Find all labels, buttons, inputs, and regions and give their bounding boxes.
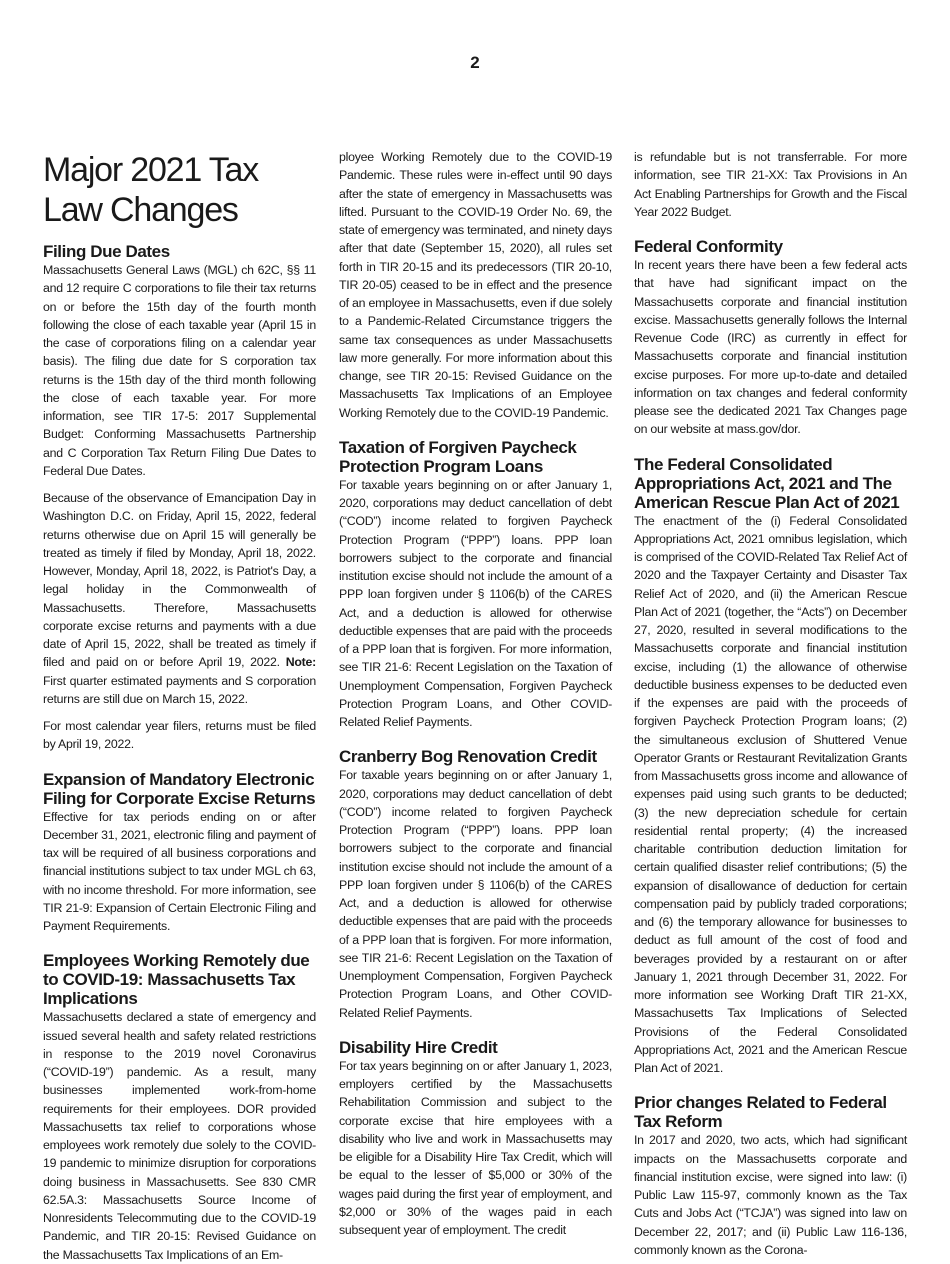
- section-heading: The Federal Consolidated Appropriations Act, 2021 and The American Rescue Plan Act of 2021: [634, 454, 900, 512]
- section-heading: Employees Working Remotely due to COVID-19: Massachusetts Tax Implications: [43, 951, 310, 1009]
- section-heading: Prior changes Related to Federal Tax Reform: [634, 1093, 887, 1132]
- section-ppp-loans: [339, 438, 612, 732]
- section-federal-tax-reform: [634, 1093, 907, 1259]
- section-heading: Taxation of Forgiven Paycheck Protection Program Loans: [339, 437, 577, 476]
- page-number: 2: [470, 53, 480, 72]
- section-federal-conformity: [634, 237, 907, 439]
- paragraph: In recent years there have been a few federal acts that have had significant impact on the Massachusetts corporate and financial institution excise. Massachusetts generally follows the Internal Revenue Code (IRC) as currently in effect for Massachusetts corporate and financial institution excise purposes. For more up-to-date and detailed information on tax changes and federal conformity please see the dedicated 2021 Tax Changes page on our website at mass.gov/dor.: [634, 258, 907, 437]
- section-filing-due-dates: [43, 242, 316, 754]
- paragraph: is refundable but is not transferrable. For more information, see TIR 21-XX: Tax Provisions in An Act Enabling Partnerships for Growth and the Fiscal Year 2022 Budget.: [634, 150, 907, 219]
- section-appropriations-act: [634, 455, 907, 1078]
- column-3: [634, 148, 907, 1259]
- section-heading: Cranberry Bog Renovation Credit: [339, 747, 597, 767]
- section-heading: Filing Due Dates: [43, 242, 170, 261]
- paragraph: For tax years beginning on or after January 1, 2023, employers certified by the Massachusetts Rehabilitation Commission and subject to the corporate excise that hire employees with a disability who live and work in Massachusetts may be eligible for a Disability Hire Tax Credit, which will be equal to the lesser of $5,000 or 30% of the wages paid during the first year of employment, and $2,000 or 30% of the wages paid in each subsequent year of employment. The credit: [339, 1058, 612, 1237]
- section-heading: Disability Hire Credit: [339, 1037, 498, 1057]
- paragraph: Because of the observance of Emancipation Day in Washington D.C. on Friday, April 15, 2022, federal returns otherwise due on April 15 will generally be treated as timely if filed by Monday, April 18, 2022. However, Monday, April 18, 2022, is Patriot's Day, a legal holiday in the Commonwealth of Massachusetts. Therefore, Massachusetts corporate excise returns and payments with a due date of April 15, 2022, shall be treated as timely if filed and paid on or before April 19, 2022. Note: First quarter estimated payments and S corporation returns are still due on March 15, 2022.: [43, 491, 316, 706]
- paragraph: ployee Working Remotely due to the COVID-19 Pandemic. These rules were in-effect until 90 days after the state of emergency in Massachusetts was lifted. Pursuant to the COVID-19 Order No. 69, the state of emergency was terminated, and ninety days after that date (September 15, 2020), all rules set forth in TIR 20-15 and its predecessors (TIR 20-10, TIR 20-05) ceased to be in effect and the presence of an employee in Massachusetts, even if due solely to a Pandemic-Related Circumstance triggers the same tax consequences as under Massachusetts law more generally. For more information about this change, see TIR 20-15: Revised Guidance on the Massachusetts Tax Implications of an Employee Working Remotely due to the COVID-19 Pandemic.: [339, 150, 612, 420]
- paragraph: Massachusetts declared a state of emergency and issued several health and safety related restrictions in response to the 2019 novel Coronavirus (“COVID-19”) pandemic. As a result, many businesses implemented work-from-home requirements for their employees. DOR provided Massachusetts tax relief to corporations whose employees work remotely due solely to the COVID-19 pandemic to minimize disruption for corporations doing business in Massachusetts. See 830 CMR 62.5A.3: Massachusetts Source Income of Nonresidents Telecommuting due to the COVID-19 Pandemic, and TIR 20-15: Revised Guidance on the Massachusetts Tax Implications of an Em-: [43, 1010, 316, 1262]
- section-continued: [634, 148, 907, 221]
- section-heading: Expansion of Mandatory Electronic Filing for Corporate Excise Returns: [43, 769, 316, 808]
- paragraph: For taxable years beginning on or after January 1, 2020, corporations may deduct cancellation of debt (“COD”) income related to forgiven Paycheck Protection Program (“PPP”) loans. PPP loan borrowers subject to the corporate and financial institution excise should not include the amount of a PPP loan forgiven under § 1106(b) of the CARES Act, and a deduction is allowed for otherwise deductible expenses that are paid with the proceeds of a PPP loan that is forgiven. For more information, see TIR 21-6: Recent Legislation on the Taxation of Unemployment Compensation, Forgiven Paycheck Protection Program Loans, and Other COVID-Related Relief Payments.: [339, 768, 612, 1020]
- paragraph: For most calendar year filers, returns must be filed by April 19, 2022.: [43, 719, 316, 752]
- paragraph: For taxable years beginning on or after January 1, 2020, corporations may deduct cancellation of debt (“COD”) income related to forgiven Paycheck Protection Program (“PPP”) loans. PPP loan borrowers subject to the corporate and financial institution excise should not include the amount of a PPP loan forgiven under § 1106(b) of the CARES Act, and a deduction is allowed for otherwise deductible expenses that are paid with the proceeds of a PPP loan that is forgiven. For more information, see TIR 21-6: Recent Legislation on the Taxation of Unemployment Compensation, Forgiven Paycheck Protection Program Loans, and Other COVID-Related Relief Payments.: [339, 477, 612, 729]
- section-electronic-filing: [43, 770, 316, 936]
- section-employees-remote: [43, 951, 316, 1264]
- section-cranberry-bog: [339, 747, 612, 1022]
- section-continued: [339, 148, 612, 422]
- paragraph: In 2017 and 2020, two acts, which had significant impacts on the Massachusetts corporate and financial institution excise, were signed into law: (i) Public Law 115-97, commonly known as the Tax Cuts and Jobs Act (“TCJA”) was signed into law on December 22, 2017; and (ii) Public Law 116-136, commonly known as the Corona-: [634, 1133, 907, 1257]
- paragraph: The enactment of the (i) Federal Consolidated Appropriations Act, 2021 omnibus legislation, which is comprised of the COVID-Related Tax Relief Act of 2020 and the Taxpayer Certainty and Disaster Tax Relief Act of 2020, and (ii) the American Rescue Plan Act of 2021 (together, the “Acts”) on December 27, 2020, resulted in several modifications to the Massachusetts corporate and financial institution excise, including (1) the allowance of otherwise deductible business expenses to be deducted even if the expenses are paid with the proceeds of forgiven Paycheck Protection Program loans; (2) the simultaneous exclusion of Shuttered Venue Operator Grants or Restaurant Revitalization Grants from Massachusetts gross income and allowance of expenses paid using such grants to be deducted; (3) the new depreciation schedule for certain residential rental property; (4) the increased charitable contribution deduction limitation for certain qualified disaster relief contributions; (5) the expansion of disallowance of deduction for certain compensation paid by publicly traded corporations; and (6) the temporary allowance for businesses to deduct as full amount of the cost of food and beverages provided by a restaurant on or after January 1, 2021 through December 31, 2022. For more information see Working Draft TIR 21-XX, Massachusetts Tax Implications of Selected Provisions of the Federal Consolidated Appropriations Act, 2021 and the American Rescue Plan Act of 2021.: [634, 513, 907, 1075]
- paragraph: Effective for tax periods ending on or after December 31, 2021, electronic filing and payment of tax will be required of all business corporations and financial institutions subject to tax under MGL ch 63, with no income threshold. For more information, see TIR 21-9: Expansion of Certain Electronic Filing and Payment Requirements.: [43, 809, 316, 933]
- section-heading: Federal Conformity: [634, 237, 783, 256]
- column-2: [339, 148, 612, 1239]
- column-1: [43, 148, 316, 1264]
- section-disability-hire: [339, 1038, 612, 1240]
- paragraph: Massachusetts General Laws (MGL) ch 62C, §§ 11 and 12 require C corporations to file their tax returns on or before the 15th day of the fourth month following the close of each taxable year (April 15 in the case of corporations filing on a calendar year basis). The filing due date for S corporation tax returns is the 15th day of the third month following the close of each taxable year. For more information, see TIR 17-5: 2017 Supplemental Budget: Conforming Massachusetts Partnership and C Corporation Tax Return Filing Due Dates to Federal Due Dates.: [43, 263, 316, 478]
- note-text: First quarter estimated payments and S corporation returns are still due on March 15, 2022.: [43, 673, 316, 706]
- note-label: Note:: [285, 655, 316, 670]
- page-title: Major 2021 Tax Law Changes: [43, 151, 259, 229]
